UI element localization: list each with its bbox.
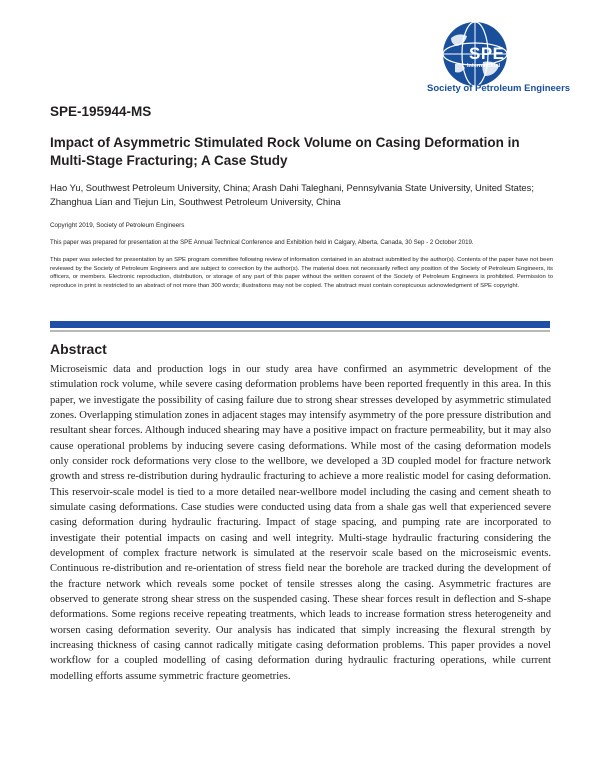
abstract-heading: Abstract xyxy=(50,341,107,357)
paper-title: Impact of Asymmetric Stimulated Rock Volume on Casing Deformation in Multi-Stage Fracturing; A Case Study xyxy=(50,135,520,168)
logo-spe-text: SPE xyxy=(469,44,505,63)
author-list: Hao Yu, Southwest Petroleum University, China; Arash Dahi Taleghani, Pennsylvania State University, United States; Zhanghua Lian and Tiejun Lin, Southwest Petroleum University, China xyxy=(50,182,534,207)
society-name: Society of Petroleum Engineers xyxy=(427,83,571,94)
abstract-body: Microseismic data and production logs in our study area have confirmed an asymmetric development of the stimulation rock volume, while severe casing deformation problems have been reported frequently in this area. In this paper, we investigate the possibility of casing failure due to strong shear stresses developed by asymmetric stimulated zones. Overlapping stimulation zones in adjacent stages may intensify asymmetry of the pore pressure distribution and resultant shear forces. Although induced shearing may have a positive impact on fracture permeability, but it may also cause operational problems by inducing severe casing deformations. While most of the casing deformation models only consider rock deformations very close to the wellbore, we developed a 3D coupled model for fracture network growth and stress re-distribution during hydraulic fracturing to achieve a more realistic model for casing deformation. This reservoir-scale model is tied to a more detailed near-wellbore model including the casing and cement sheath to simulate casing deformations. Case studies were conducted using data from a shale gas well that experienced severe casing deformation during hydraulic fracturing. Impact of stage spacing, and pumping rate are incorporated to investigate their potential impacts on casing and well integrity. Multi-stage hydraulic fracturing considering the development of complex fracture network is simulated at the reservoir scale based on the microseismic events. Continuous re-distribution and re-orientation of stress field near the borehole are tracked during the development of the fracture network which reveals some pocket of tensile stresses along the casing. Asymmetric fractures are observed to generate strong shear stress on the suspended casing. These shear forces result in deflection and S-shape deformations. Some regions receive repeating treatments, which leads to increase formation stress heterogeneity and worsen casing deformation severity. Our analysis has indicated that simply increasing the flexural strength by increasing thickness of casing cannot radically mitigate casing deformation problems. This paper provides a novel workflow for a coupled modelling of casing deformation during hydraulic fracturing operations, while current modelling efforts assume symmetric fracture geometries. xyxy=(50,364,551,682)
section-divider-blue xyxy=(50,321,550,328)
conference-note: This paper was prepared for presentation at the SPE Annual Technical Conference and Exhibition held in Calgary, Alberta, Canada, 30 Sep - 2 October 2019. xyxy=(50,239,474,246)
spe-logo xyxy=(425,20,575,98)
logo-international-text: International xyxy=(467,63,501,69)
copyright-line: Copyright 2019, Society of Petroleum Engineers xyxy=(50,222,185,229)
section-divider-grey xyxy=(50,330,550,332)
review-disclaimer: This paper was selected for presentation by an SPE program committee following review of information contained in an abstract submitted by the author(s). Contents of the paper have not been reviewed by the Society of Petroleum Engineers and are subject to correction by the author(s). The material does not necessarily reflect any position of the Society of Petroleum Engineers, its officers, or members. Electronic reproduction, distribution, or storage of any part of this paper without the written consent of the Society of Petroleum Engineers is prohibited. Permission to reproduce in print is restricted to an abstract of not more than 300 words; illustrations may not be copied. The abstract must contain conspicuous acknowledgment of SPE copyright. xyxy=(50,257,553,289)
paper-id: SPE-195944-MS xyxy=(50,104,152,119)
